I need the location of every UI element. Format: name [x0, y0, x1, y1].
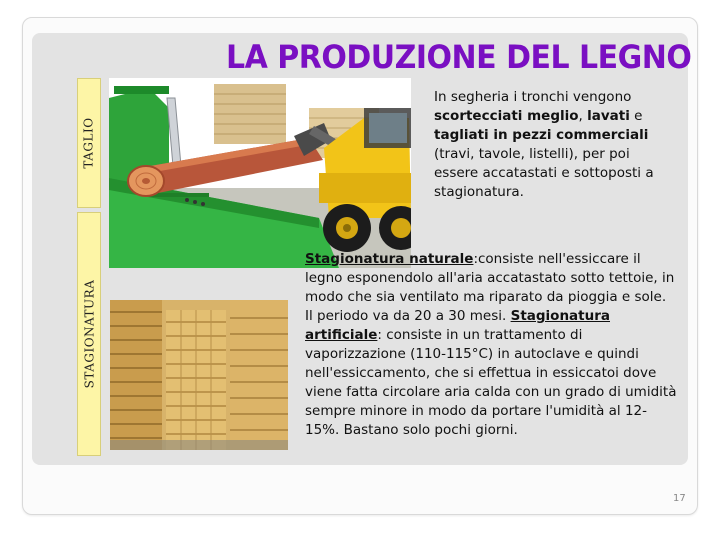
taglio-label	[77, 78, 101, 208]
stagionatura-description	[305, 250, 677, 440]
stagionatura-artificiale-heading: Stagionatura artificiale	[305, 308, 610, 343]
page-number: 17	[673, 493, 686, 504]
taglio-text-part: e	[629, 108, 643, 124]
slide-title: LA PRODUZIONE DEL LEGNO	[226, 39, 692, 77]
taglio-emphasis-tagliati: tagliati in pezzi commerciali	[434, 127, 649, 143]
taglio-emphasis-lavati: lavati	[587, 108, 630, 124]
taglio-text-part: (travi, tavole, listelli), per poi essere accatastati e sottoposti a stagionatura.	[434, 146, 654, 200]
lumber-stack-illustration	[110, 300, 288, 450]
stagionatura-naturale-heading: Stagionatura naturale	[305, 251, 474, 267]
taglio-emphasis-scortecciati: scortecciati meglio	[434, 108, 579, 124]
stagionatura-naturale-text: :consiste nell'essiccare il legno esponendolo all'aria accatastato sotto tettoie, in modo che sia ventilato ma riparato da pioggia e sole. Il periodo va da 20 a 30 mesi.	[305, 251, 675, 324]
taglio-text-part: ,	[578, 108, 588, 124]
taglio-text-part: In segheria i tronchi vengono	[434, 89, 632, 105]
stagionatura-artificiale-text: : consiste in un trattamento di vaporizzazione (110-115°C) in autoclave e quindi nell'essiccamento, che si effettua in essiccatoi dove viene fatta circolare aria calda con un grado di umidità sempre minore in modo da portare l'umidità al 12-15%. Bastano solo pochi giorni.	[305, 327, 677, 438]
stagionatura-label-text: STAGIONATURA	[82, 279, 97, 389]
sawmill-photo	[109, 78, 411, 268]
sawmill-illustration	[109, 78, 411, 268]
taglio-label-text: TAGLIO	[82, 117, 96, 169]
lumber-stack-photo	[110, 300, 288, 450]
taglio-description	[434, 88, 672, 202]
stagionatura-label	[77, 212, 101, 456]
